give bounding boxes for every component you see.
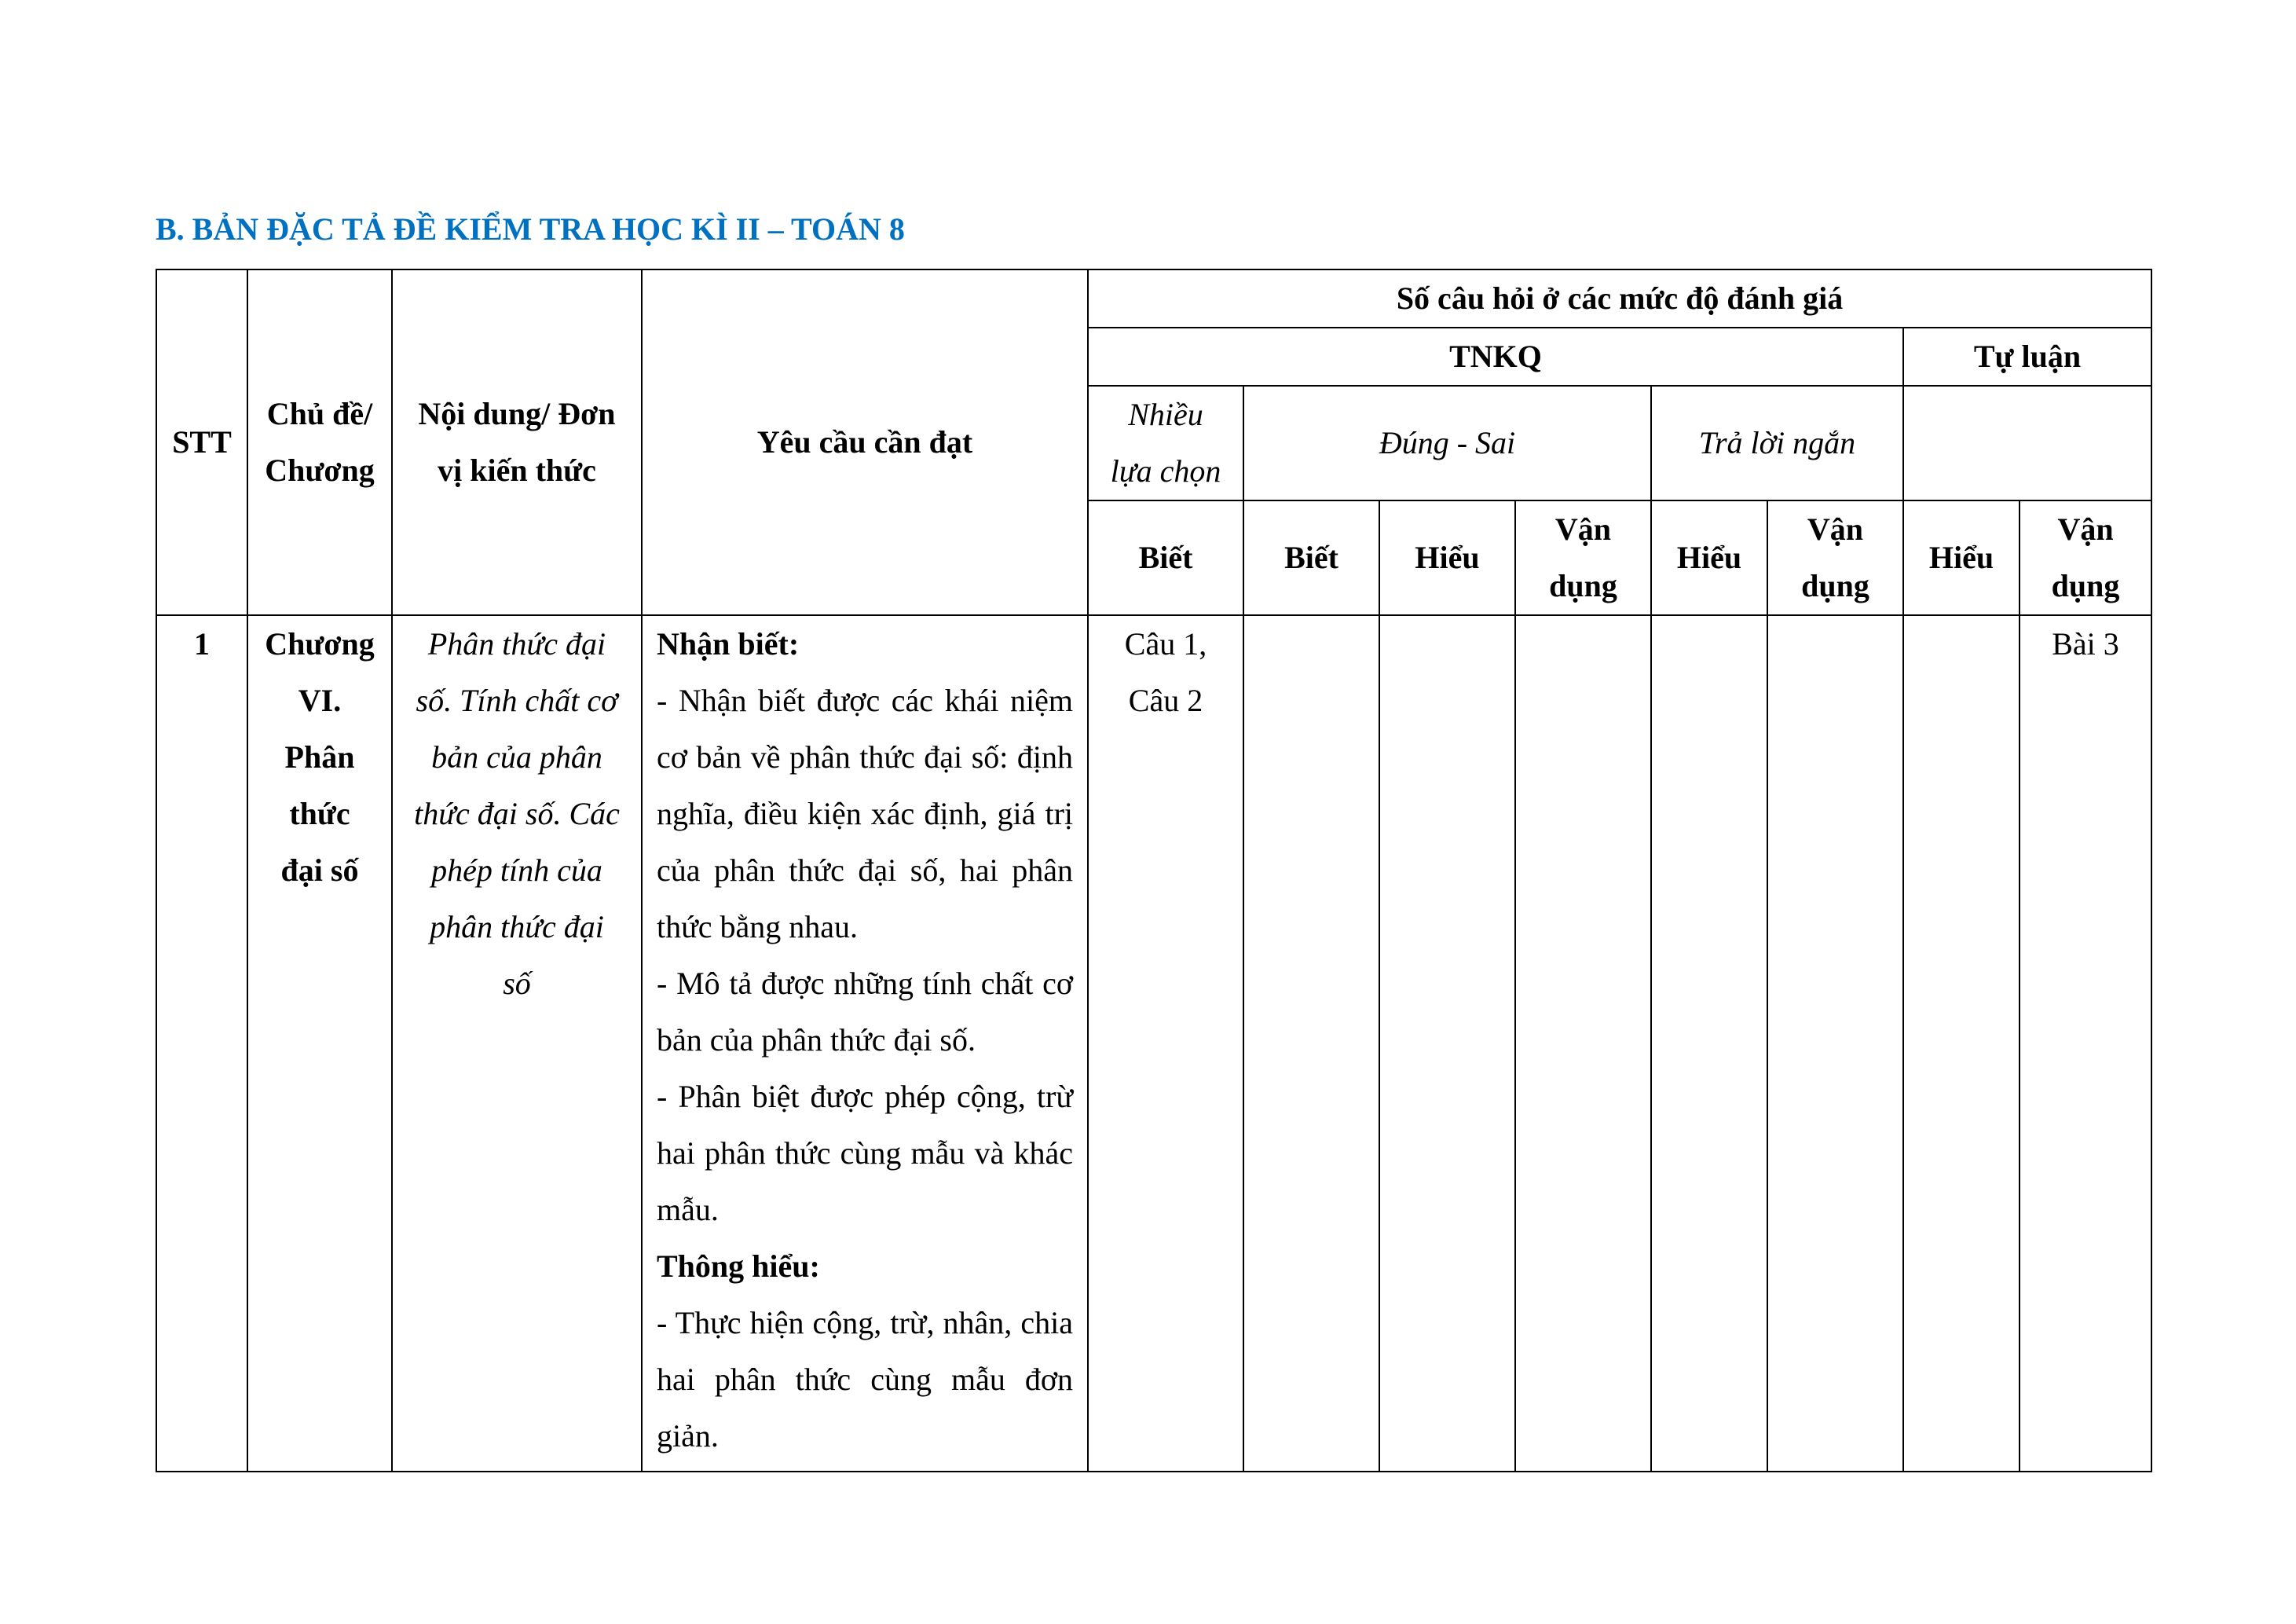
row-content-line: phép tính của [431,852,602,888]
row-tf-know [1243,615,1379,1472]
requirement-understand-label: Thông hiểu: [657,1248,820,1284]
header-levels-title: Số câu hỏi ở các mức độ đánh giá [1088,269,2151,328]
spec-table [156,269,2152,1472]
header-stt: STT [156,269,247,615]
header-content-line2: vị kiến thức [438,453,596,488]
header-content [392,269,642,615]
row-content-line: phân thức đại [430,909,604,944]
header-essay: Tự luận [1903,328,2151,386]
row-mc-question: Câu 1, [1124,626,1207,662]
level-sa-apply-line2: dụng [1801,568,1869,603]
row-chapter-line: đại số [280,852,359,888]
level-sa-apply [1767,500,1903,615]
level-tf-know: Biết [1243,500,1379,615]
row-stt: 1 [156,615,247,1472]
requirement-know-item: - Mô tả được những tính chất cơ bản của phân thức đại số. [657,966,1073,1058]
level-sa-apply-line1: Vận [1807,511,1864,547]
level-es-apply-line1: Vận [2057,511,2114,547]
row-sa-apply [1767,615,1903,1472]
level-tf-apply-line1: Vận [1554,511,1612,547]
row-es-apply: Bài 3 [2020,615,2151,1472]
row-requirement [642,615,1088,1472]
level-tf-apply [1515,500,1651,615]
row-chapter [247,615,392,1472]
requirement-know-item: - Nhận biết được các khái niệm cơ bản về phân thức đại số: định nghĩa, điều kiện xác định, giá trị của phân thức đại số, hai phân thức bằng nhau. [657,683,1073,944]
row-content [392,615,642,1472]
header-mc-line2: lựa chọn [1110,453,1221,489]
row-chapter-line: VI. [298,683,342,718]
table-row [156,615,2151,1472]
header-content-line1: Nội dung/ Đơn [418,396,616,431]
row-es-understand [1903,615,2020,1472]
row-content-line: số [503,966,531,1001]
row-sa-understand [1651,615,1767,1472]
header-short-answer: Trả lời ngắn [1651,386,1903,500]
header-chapter-line1: Chủ đề/ [266,396,373,431]
row-content-line: thức đại số. Các [414,796,620,831]
level-tf-apply-line2: dụng [1549,568,1617,603]
header-chapter [247,269,392,615]
level-es-understand: Hiểu [1903,500,2020,615]
row-mc-question: Câu 2 [1128,683,1203,718]
row-content-line: Phân thức đại [427,626,606,662]
row-content-line: bản của phân [431,739,602,775]
header-requirement: Yêu cầu cần đạt [642,269,1088,615]
header-multiple-choice [1088,386,1243,500]
document-title: B. BẢN ĐẶC TẢ ĐỀ KIỂM TRA HỌC KÌ II – TOÁN 8 [156,211,905,247]
header-row-1 [156,269,2151,328]
header-true-false: Đúng - Sai [1243,386,1651,500]
row-tf-understand [1379,615,1515,1472]
header-mc-line1: Nhiều [1128,397,1203,432]
row-tf-apply [1515,615,1651,1472]
requirement-understand-item: - Thực hiện cộng, trừ, nhân, chia hai phân thức cùng mẫu đơn giản. [657,1305,1073,1454]
row-chapter-line: Chương [265,626,375,662]
requirement-know-label: Nhận biết: [657,626,800,662]
row-content-line: số. Tính chất cơ [416,683,618,718]
level-tf-understand: Hiểu [1379,500,1515,615]
level-mc-know: Biết [1088,500,1243,615]
level-es-apply-line2: dụng [2051,568,2120,603]
row-mc-know [1088,615,1243,1472]
header-chapter-line2: Chương [265,453,375,488]
level-es-apply [2020,500,2151,615]
header-tnkq: TNKQ [1088,328,1903,386]
row-chapter-line: thức [289,796,350,831]
row-chapter-line: Phân [284,739,355,775]
requirement-know-item: - Phân biệt được phép cộng, trừ hai phân thức cùng mẫu và khác mẫu. [657,1079,1073,1227]
header-essay-sub-empty [1903,386,2151,500]
level-sa-understand: Hiểu [1651,500,1767,615]
